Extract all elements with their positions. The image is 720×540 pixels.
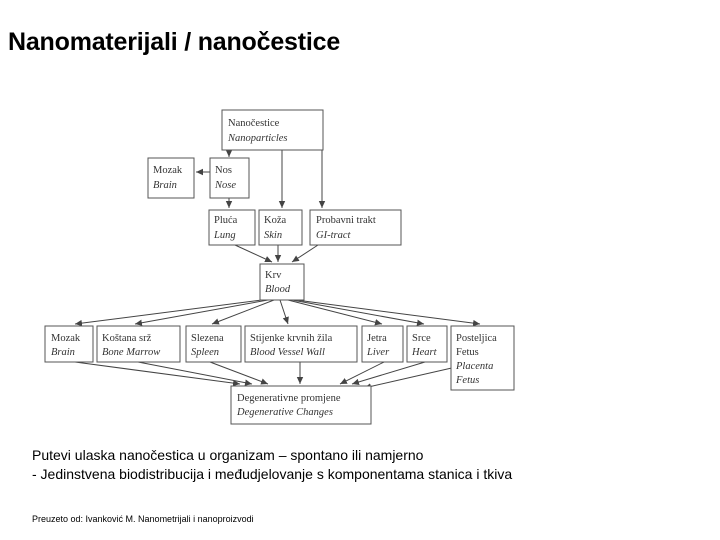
node-skin (259, 210, 302, 245)
svg-text:Koža: Koža (264, 215, 287, 226)
svg-text:Placenta: Placenta (456, 361, 494, 372)
caption-line-1: Putevi ulaska nanočestica u organizam – spontano ili namjerno (32, 447, 424, 463)
edge-blood-vessel (280, 300, 288, 324)
edge-gi-blood (292, 245, 318, 262)
edge-blood-placenta (296, 300, 480, 324)
svg-text:Skin: Skin (264, 230, 283, 241)
svg-text:Blood Vessel Wall: Blood Vessel Wall (250, 347, 325, 358)
svg-text:Degenerativne promjene: Degenerativne promjene (237, 393, 341, 404)
svg-text:Nanoparticles: Nanoparticles (228, 133, 288, 144)
node-degenerative-changes (231, 386, 371, 424)
svg-text:Slezena: Slezena (191, 333, 224, 344)
node-bone-marrow (97, 326, 180, 362)
node-gi (310, 210, 401, 245)
node-nose (210, 158, 249, 198)
svg-text:Liver: Liver (367, 347, 390, 358)
source-credit: Preuzeto od: Ivanković M. Nanometrijali i nanoproizvodi (32, 514, 254, 524)
caption-line-2: - Jedinstvena biodistribucija i međudjelovanje s komponentama stanica i tkiva (32, 466, 513, 482)
node-brain-top (148, 158, 194, 198)
edge-blood-spleen (212, 300, 274, 324)
svg-text:Stijenke krvnih žila: Stijenke krvnih žila (250, 333, 333, 344)
svg-text:Brain: Brain (51, 347, 75, 358)
node-vessel (245, 326, 357, 362)
svg-text:Srce: Srce (412, 333, 431, 344)
edge-blood-bone-marrow (135, 300, 268, 324)
svg-text:Koštana srž: Koštana srž (102, 333, 152, 344)
node-placenta-fetus (451, 326, 514, 390)
edge-blood-liver (288, 300, 382, 324)
page-title: Nanomaterijali / nanočestice (8, 28, 341, 56)
svg-text:Posteljica: Posteljica (456, 333, 497, 344)
svg-text:Lung: Lung (214, 230, 236, 241)
edge-nanoparticles-nose (222, 150, 229, 157)
svg-text:Jetra: Jetra (367, 333, 387, 344)
svg-text:Nose: Nose (215, 180, 236, 191)
svg-text:GI-tract: GI-tract (316, 230, 351, 241)
svg-text:Krv: Krv (265, 270, 282, 281)
svg-text:Mozak: Mozak (51, 333, 81, 344)
caption (32, 446, 512, 484)
svg-text:Brain: Brain (153, 180, 177, 191)
node-heart (407, 326, 447, 362)
node-liver (362, 326, 403, 362)
svg-text:Heart: Heart (412, 347, 437, 358)
node-spleen (186, 326, 241, 362)
svg-text:Probavni trakt: Probavni trakt (316, 215, 376, 226)
svg-text:Fetus: Fetus (456, 375, 480, 386)
svg-text:Nanočestice: Nanočestice (228, 118, 280, 129)
svg-text:Blood: Blood (265, 284, 291, 295)
node-lung (209, 210, 255, 245)
node-nanoparticles (222, 110, 323, 150)
svg-text:Bone Marrow: Bone Marrow (102, 347, 161, 358)
svg-text:Degenerative Changes: Degenerative Changes (237, 407, 333, 418)
svg-text:Pluća: Pluća (214, 215, 238, 226)
svg-text:Nos: Nos (215, 165, 232, 176)
edge-lung-blood (235, 245, 272, 262)
svg-text:Mozak: Mozak (153, 165, 183, 176)
edge-blood-brain (75, 300, 262, 324)
svg-text:Fetus: Fetus (456, 347, 479, 358)
edge-blood-heart (292, 300, 424, 324)
node-brain (45, 326, 93, 362)
svg-text:Spleen: Spleen (191, 347, 219, 358)
node-blood (260, 264, 304, 300)
